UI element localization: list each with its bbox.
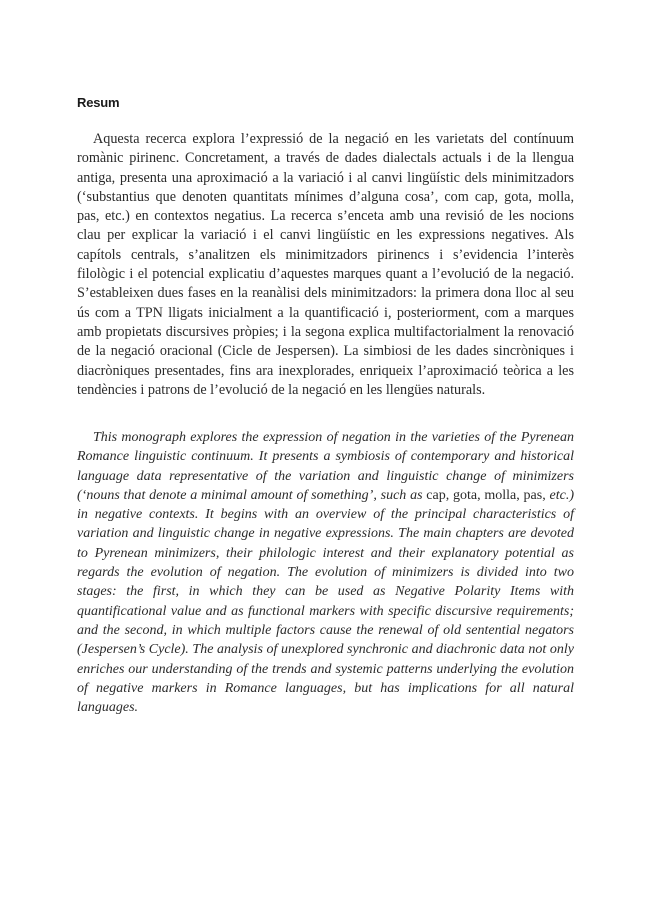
abstract-catalan-paragraph: Aquesta recerca explora l’expressió de la negació en les varietats del contínuum romànic pirinenc. Concretament, a través de dades dialectals actuals i de la llengua antiga, presenta una aproximació a la variació i al canvi lingüístic dels minimitzadors (‘substantius que denoten quantitats mínimes d’alguna cosa’, com cap, gota, molla, pas, etc.) en contextos negatius. La recerca s’enceta amb una revisió de les nocions clau per explicar la variació i el canvi lingüístic en les expressions negatives. Als capítols centrals, s’analitzen els minimitzadors pirinencs i s’evidencia l’interès filològic i el potencial explicatiu d’aquestes marques quant a l’evolució de la negació. S’estableixen dues fases en la reanàlisi dels minimitzadors: la primera dona lloc al seu ús com a TPN lligats inicialment a la quantificació i, posteriorment, com a marques amb propietats discursives pròpies; i la segona explica multifactorialment la renovació de la negació oracional (Cicle de Jespersen). La simbiosi de les dades sincròniques i diacròniques presentades, fins ara inexplorades, enriqueix l’aproximació teòrica a les tendències i patrons de l’evolució de la negació en les llengües naturals. (77, 131, 574, 398)
abstract-english-text-part2: etc.) in negative contexts. It begins with an overview of the principal characteristics of variation and linguistic change in negative expressions. The main chapters are devoted to Pyrenean minimizers, their philologic interest and their explanatory potential as regards the evolution of negation. The evolution of minimizers is divided into two stages: the first, in which they can be used as Negative Polarity Items with quantificational value and as functional markers with specific discursive requirements; and the second, in which multiple factors cause the renewal of old sentential negators (Jespersen’s Cycle). The analysis of unexplored synchronic and diachronic data not only enriches our understanding of the trends and systemic patterns underlying the evolution of negative markers in Romance languages, but has implications for all natural languages. (77, 487, 574, 716)
abstract-english-example-words: cap, gota, molla, pas, (426, 487, 546, 503)
abstract-english-paragraph (77, 428, 574, 717)
abstract-english-text-part1: This monograph explores the expression of negation in the varieties of the Pyrenean Romance linguistic continuum. It presents a symbiosis of contemporary and historical language data representative of the variation and linguistic change of minimizers (‘nouns that denote a minimal amount of something’, such as (77, 430, 574, 503)
section-heading: Resum (77, 95, 120, 110)
